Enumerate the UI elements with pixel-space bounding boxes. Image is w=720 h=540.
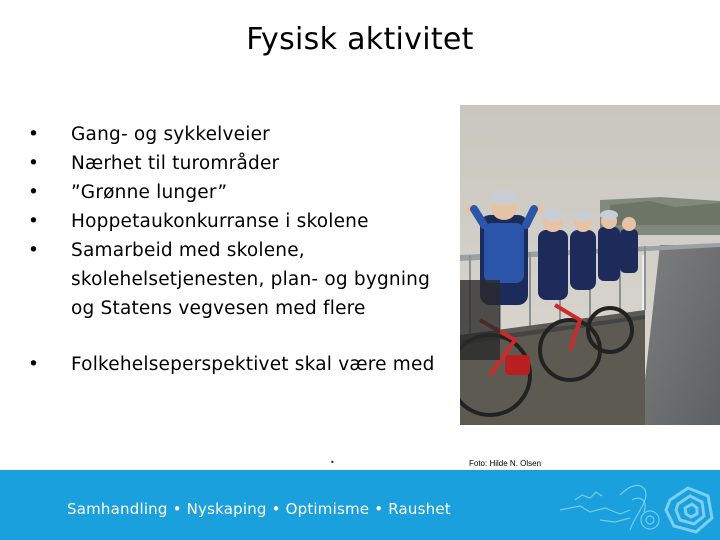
footer-tagline: Samhandling • Nyskaping • Optimisme • Raushet <box>67 500 451 518</box>
bullet-text: Nærhet til turområder <box>71 153 280 174</box>
photo-image <box>460 105 720 425</box>
bullet-item <box>28 149 468 178</box>
bullet-dot: • <box>28 354 40 375</box>
photo-children-on-bikes <box>460 105 720 425</box>
bullet-text-continued: og Statens vegvesen med flere <box>71 298 366 319</box>
bullet-dot: • <box>28 182 40 203</box>
slide-title: Fysisk aktivitet <box>246 22 474 57</box>
bullet-item <box>28 236 468 323</box>
bullet-text: Hoppetaukonkurranse i skolene <box>71 211 369 232</box>
bullet-dot: • <box>28 124 40 145</box>
bullet-text: ”Grønne lunger” <box>71 182 228 203</box>
footer-bar <box>0 470 720 540</box>
photo-credit: Foto: Hilde N. Olsen <box>469 459 542 468</box>
bullet-dot: • <box>28 211 40 232</box>
bullet-item-folkehelse <box>28 350 468 379</box>
bullet-dot: • <box>28 153 40 174</box>
bullet-text-continued: skolehelsetjenesten, plan- og bygning <box>71 269 431 290</box>
municipality-logo-icon <box>560 470 720 540</box>
bullet-item <box>28 178 468 207</box>
small-dot: • <box>330 458 335 467</box>
bullet-dot: • <box>28 240 40 261</box>
bullet-item <box>28 207 468 236</box>
bullet-list <box>28 120 468 323</box>
bullet-text: Folkehelseperspektivet skal være med <box>71 354 435 375</box>
bullet-item <box>28 120 468 149</box>
bullet-text: Samarbeid med skolene, <box>71 240 305 261</box>
bullet-text: Gang- og sykkelveier <box>71 124 270 145</box>
